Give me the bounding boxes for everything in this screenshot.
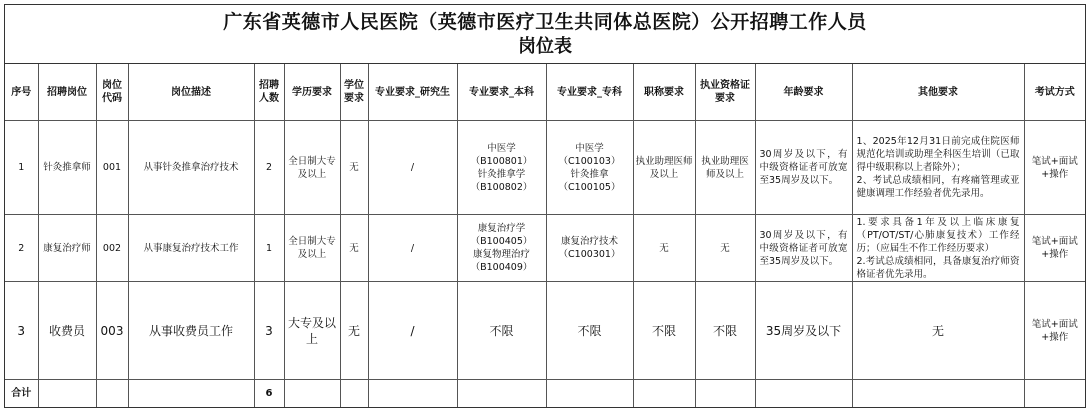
- cell-major-bachelor: [457, 121, 546, 215]
- major-line: 中医学: [575, 142, 604, 154]
- cell-position: 康复治疗师: [38, 215, 96, 282]
- total-empty-cell: [695, 380, 755, 408]
- cell-exam: 笔试+面试+操作: [1024, 215, 1085, 282]
- total-label: 合计: [5, 380, 38, 408]
- header-title-req: 职称要求: [633, 64, 695, 121]
- cell-title-req: 执业助理医师及以上: [633, 121, 695, 215]
- cell-title-req: 无: [633, 215, 695, 282]
- total-empty-cell: [340, 380, 368, 408]
- cell-major-college: 不限: [546, 282, 633, 380]
- total-empty-cell: [755, 380, 852, 408]
- table-row: [5, 215, 1085, 282]
- major-line: （B100405）: [470, 236, 533, 247]
- total-empty-cell: [368, 380, 457, 408]
- header-exam: 考试方式: [1024, 64, 1085, 121]
- header-age: 年龄要求: [755, 64, 852, 121]
- header-degree: 学位要求: [340, 64, 368, 121]
- major-line: （B100801）: [470, 155, 533, 167]
- cell-major-college: [546, 121, 633, 215]
- cell-age: 30周岁及以下，有中级资格证者可放宽至35周岁及以下。: [755, 121, 852, 215]
- major-line: （B100409）: [470, 262, 533, 273]
- document-title: 广东省英德市人民医院（英德市医疗卫生共同体总医院）公开招聘工作人员: [223, 11, 867, 33]
- header-major-college: 专业要求_专科: [546, 64, 633, 121]
- cell-age: 35周岁及以下: [755, 282, 852, 380]
- major-line: （C100103）: [558, 155, 621, 167]
- cell-major-bachelor: 不限: [457, 282, 546, 380]
- cell-major-grad: /: [368, 215, 457, 282]
- total-empty-cell: [96, 380, 128, 408]
- cell-position: 收费员: [38, 282, 96, 380]
- header-license-req: 执业资格证要求: [695, 64, 755, 121]
- header-major-grad: 专业要求_研究生: [368, 64, 457, 121]
- header-description: 岗位描述: [128, 64, 254, 121]
- major-line: 康复治疗学: [477, 223, 526, 234]
- total-row: [5, 380, 1085, 408]
- title-area: [5, 5, 1085, 64]
- cell-license-req: 无: [695, 215, 755, 282]
- cell-count: 1: [254, 215, 284, 282]
- major-line: 中医学: [487, 142, 516, 154]
- header-code: 岗位代码: [96, 64, 128, 121]
- total-empty-cell: [38, 380, 96, 408]
- total-empty-cell: [1024, 380, 1085, 408]
- header-education: 学历要求: [284, 64, 340, 121]
- major-line: （C100301）: [558, 249, 621, 260]
- cell-license-req: 不限: [695, 282, 755, 380]
- cell-position: 针灸推拿师: [38, 121, 96, 215]
- cell-degree: 无: [340, 215, 368, 282]
- total-empty-cell: [284, 380, 340, 408]
- cell-age: 30周岁及以下，有中级资格证者可放宽至35周岁及以下。: [755, 215, 852, 282]
- major-line: 康复治疗技术: [560, 236, 618, 247]
- major-line: （C100105）: [558, 181, 621, 193]
- header-major-bachelor: 专业要求_本科: [457, 64, 546, 121]
- cell-code: 002: [96, 215, 128, 282]
- major-line: 针灸推拿: [570, 168, 609, 180]
- table-row: [5, 282, 1085, 380]
- cell-code: 001: [96, 121, 128, 215]
- positions-table: [5, 64, 1085, 407]
- header-other: 其他要求: [852, 64, 1024, 121]
- header-count: 招聘人数: [254, 64, 284, 121]
- cell-major-grad: /: [368, 282, 457, 380]
- cell-exam: 笔试+面试+操作: [1024, 121, 1085, 215]
- cell-description: 从事康复治疗技术工作: [128, 215, 254, 282]
- cell-degree: 无: [340, 282, 368, 380]
- header-position: 招聘岗位: [38, 64, 96, 121]
- other-line: 1.要求具备1年及以上临床康复（PT/OT/ST/心肺康复技术）工作经历；（应届生不作工作经历要求）: [856, 216, 1020, 254]
- cell-license-req: 执业助理医师及以上: [695, 121, 755, 215]
- cell-no: 3: [5, 282, 38, 380]
- cell-education: 全日制大专及以上: [284, 215, 340, 282]
- cell-count: 3: [254, 282, 284, 380]
- cell-major-college: [546, 215, 633, 282]
- total-empty-cell: [546, 380, 633, 408]
- cell-major-bachelor: [457, 215, 546, 282]
- total-empty-cell: [852, 380, 1024, 408]
- cell-other: [852, 215, 1024, 282]
- cell-no: 2: [5, 215, 38, 282]
- total-empty-cell: [457, 380, 546, 408]
- cell-code: 003: [96, 282, 128, 380]
- cell-title-req: 不限: [633, 282, 695, 380]
- cell-education: 全日制大专及以上: [284, 121, 340, 215]
- recruitment-table-sheet: [4, 4, 1086, 408]
- cell-education: 大专及以上: [284, 282, 340, 380]
- table-row: [5, 121, 1085, 215]
- cell-no: 1: [5, 121, 38, 215]
- total-empty-cell: [633, 380, 695, 408]
- cell-count: 2: [254, 121, 284, 215]
- other-line: 2.考试总成绩相同，具备康复治疗师资格证者优先录用。: [856, 255, 1020, 280]
- major-line: （B100802）: [470, 181, 533, 193]
- cell-other: [852, 121, 1024, 215]
- major-line: 针灸推拿学: [477, 168, 526, 180]
- cell-description: 从事针灸推拿治疗技术: [128, 121, 254, 215]
- cell-exam: 笔试+面试+操作: [1024, 282, 1085, 380]
- document-subtitle: 岗位表: [518, 36, 572, 57]
- other-line: 1、2025年12月31日前完成住院医师规范化培训或助理全科医生培训（已取得中级职称以上者除外）；: [856, 136, 1020, 173]
- header-no: 序号: [5, 64, 38, 121]
- cell-description: 从事收费员工作: [128, 282, 254, 380]
- other-line: 2、考试总成绩相同，有疼痛管理或亚健康调理工作经验者优先录用。: [856, 175, 1020, 199]
- total-empty-cell: [128, 380, 254, 408]
- table-header-row: [5, 64, 1085, 121]
- cell-other: 无: [852, 282, 1024, 380]
- major-line: 康复物理治疗: [472, 249, 530, 260]
- total-count: 6: [254, 380, 284, 408]
- cell-major-grad: /: [368, 121, 457, 215]
- cell-degree: 无: [340, 121, 368, 215]
